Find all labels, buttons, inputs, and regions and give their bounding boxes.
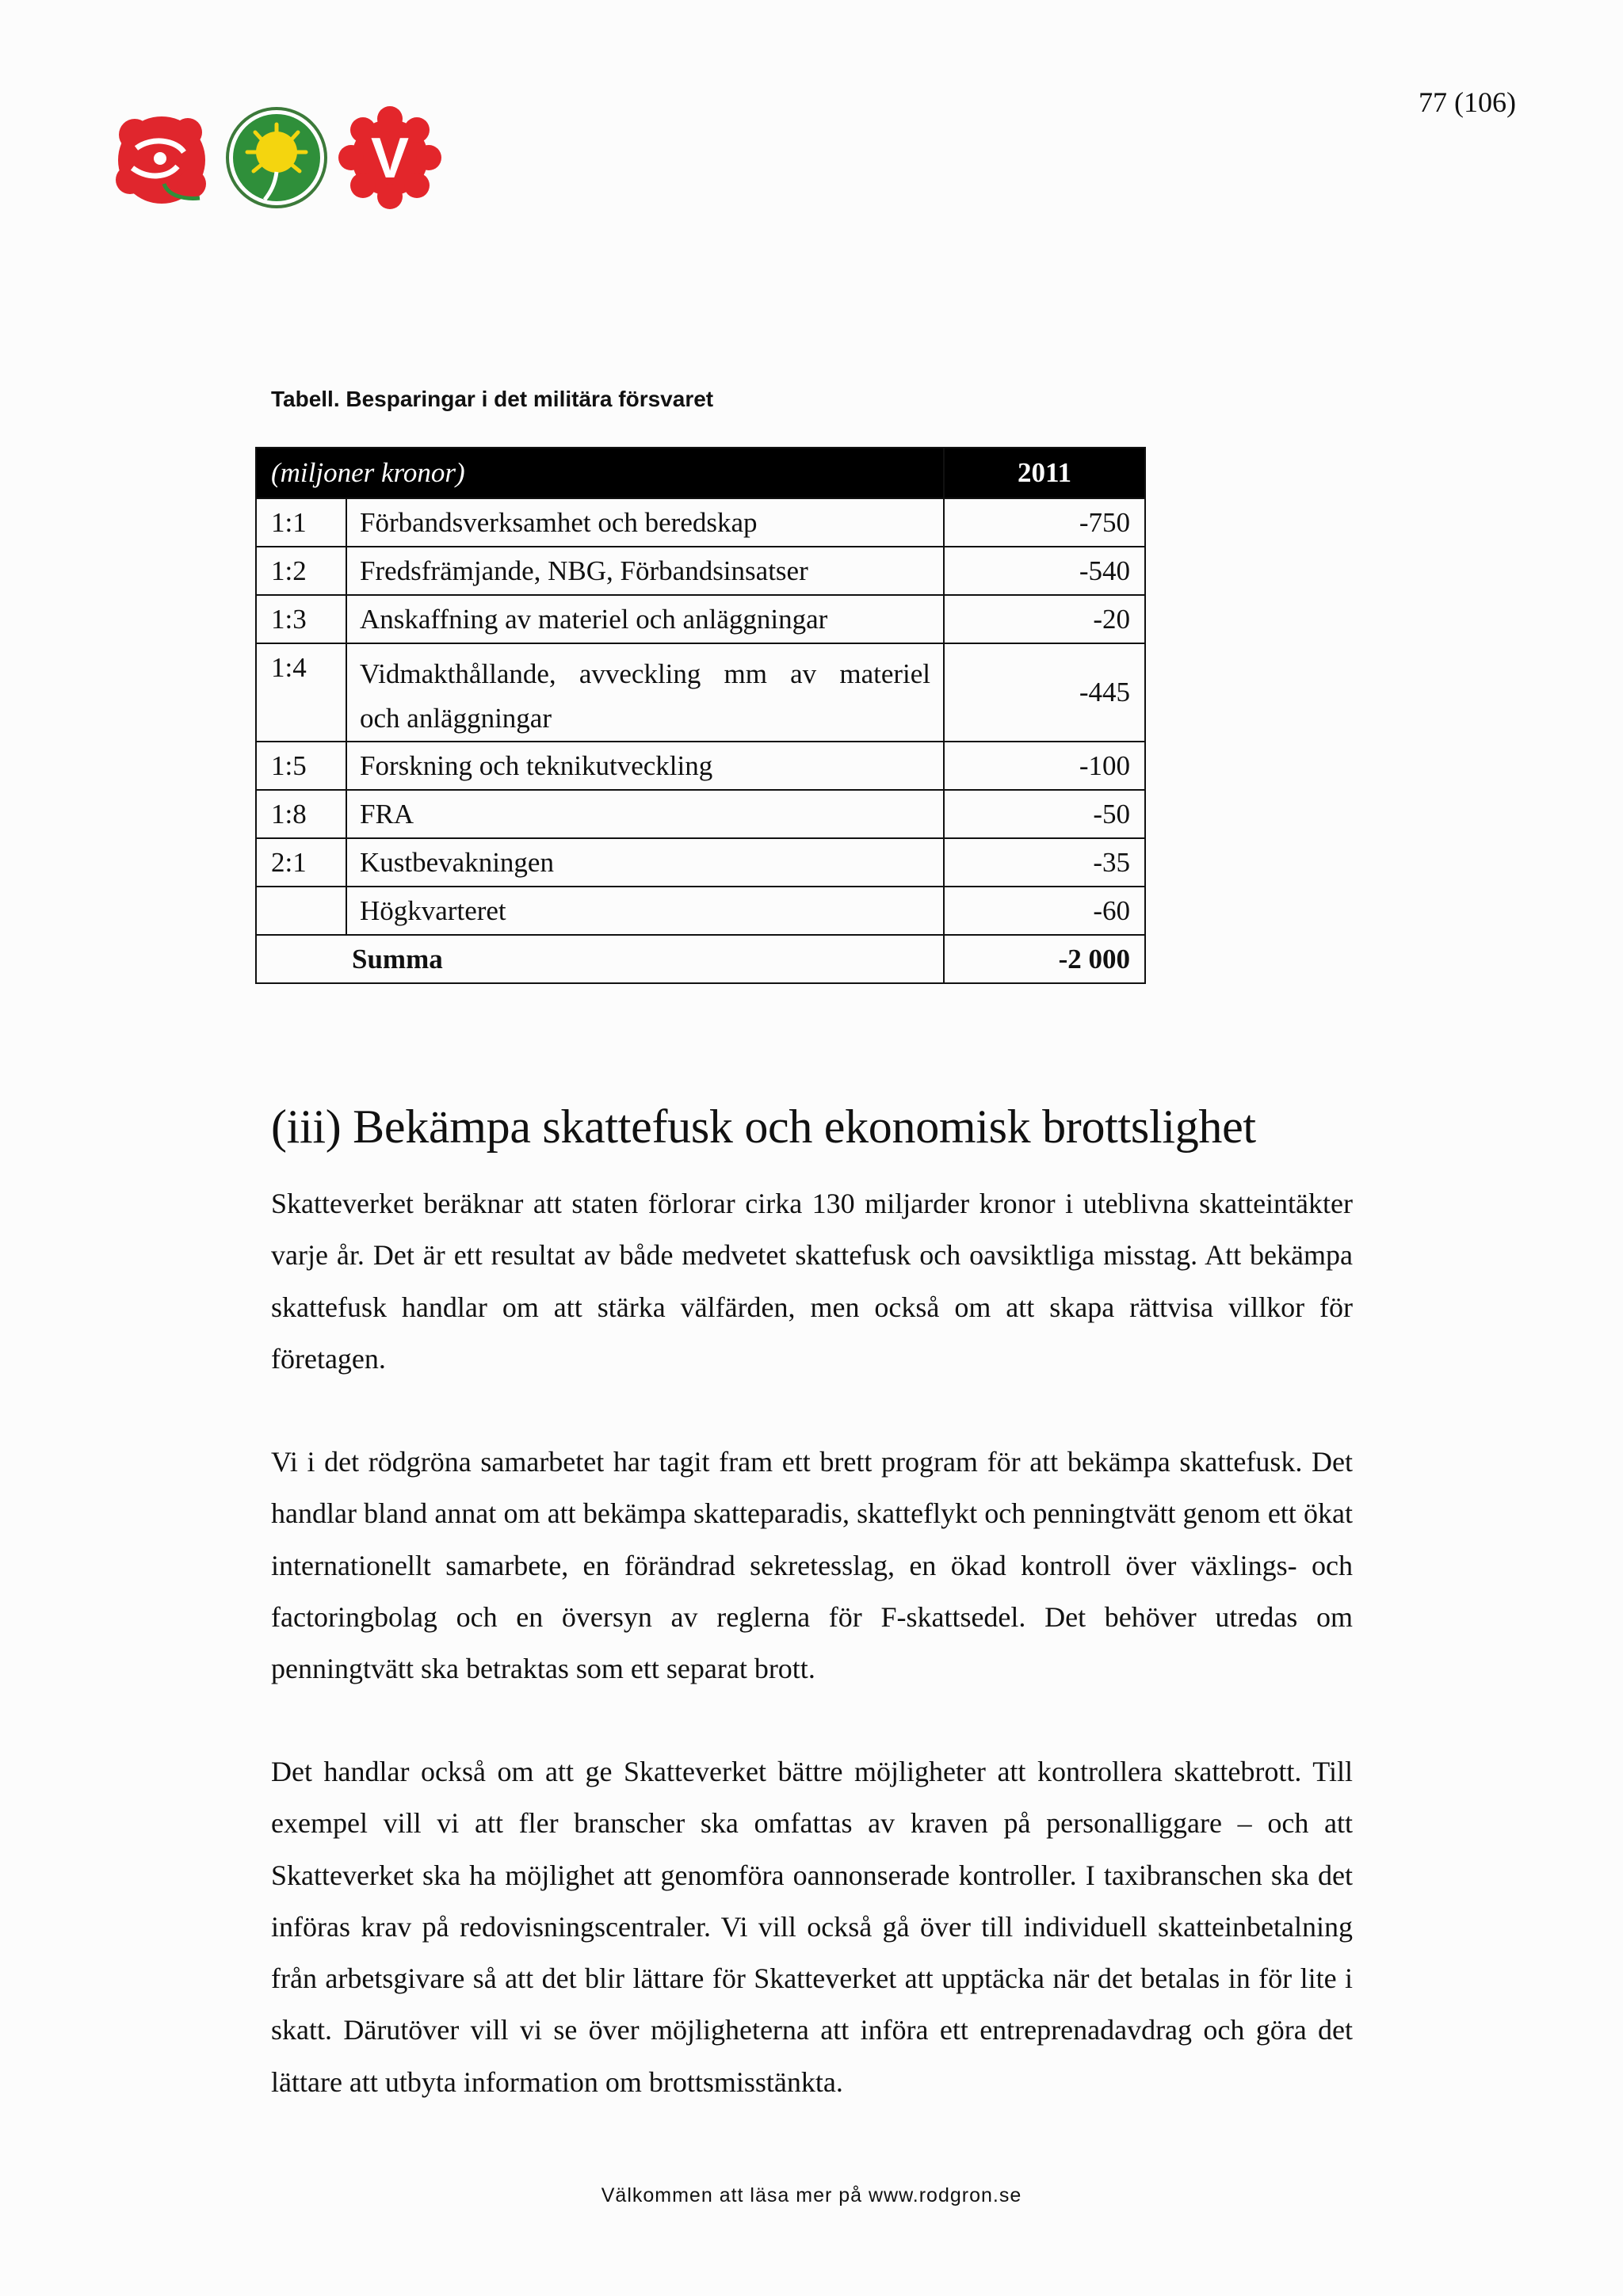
footer-text: Välkommen att läsa mer på www.rodgron.se (601, 2184, 1022, 2206)
socialdemokraterna-rose-logo (113, 105, 216, 212)
logo-letter: V (370, 127, 410, 190)
row-code: 1:2 (256, 547, 346, 595)
table-caption: Tabell. Besparingar i det militära försvaret (271, 387, 714, 411)
row-code (256, 887, 346, 935)
total-label: Summa (256, 935, 944, 983)
row-name: Fredsfrämjande, NBG, Förbandsinsatser (346, 547, 944, 595)
paragraph: Vi i det rödgröna samarbetet har tagit fram ett brett program för att bekämpa skattefusk. Det handlar bland annat om att bekämpa skatteparadis, skatteflykt och penningtvätt genom ett ökat internationellt samarbete, en förändrad sekretesslag, en ökad kontroll över växlings- och factoringbolag och en översyn av reglerna för F-skattsedel. Det behöver utredas om penningtvätt ska betraktas som ett separat brott. (271, 1446, 1353, 1685)
row-name: Förbandsverksamhet och beredskap (346, 498, 944, 547)
miljopartiet-dandelion-logo (223, 105, 330, 212)
table-row (256, 547, 1145, 595)
row-code: 1:3 (256, 595, 346, 643)
row-code: 1:1 (256, 498, 346, 547)
row-value: -50 (944, 790, 1145, 838)
table-row (256, 887, 1145, 935)
row-value: -750 (944, 498, 1145, 547)
table-row (256, 790, 1145, 838)
table-row (256, 595, 1145, 643)
row-name: Anskaffning av materiel och anläggningar (346, 595, 944, 643)
table-row (256, 838, 1145, 887)
party-logos (113, 105, 445, 212)
row-name-line: och anläggningar (360, 703, 552, 734)
row-value: -445 (944, 643, 1145, 742)
year-header: 2011 (944, 448, 1145, 498)
row-value: -60 (944, 887, 1145, 935)
row-code: 1:5 (256, 742, 346, 790)
row-name: Forskning och teknikutveckling (346, 742, 944, 790)
table-row (256, 742, 1145, 790)
row-name: Kustbevakningen (346, 838, 944, 887)
row-code: 1:8 (256, 790, 346, 838)
unit-header: (miljoner kronor) (256, 448, 944, 498)
table-row (256, 643, 1145, 742)
row-value: -20 (944, 595, 1145, 643)
table-row (256, 498, 1145, 547)
row-code: 1:4 (256, 643, 346, 742)
row-value: -540 (944, 547, 1145, 595)
savings-table (255, 447, 1146, 984)
section-heading: (iii) Bekämpa skattefusk och ekonomisk brottslighet (271, 1100, 1256, 1153)
table-header-row (256, 448, 1145, 498)
total-row (256, 935, 1145, 983)
row-name-line: Vidmakthållande, avveckling mm av materiel (360, 658, 930, 689)
row-value: -35 (944, 838, 1145, 887)
row-value: -100 (944, 742, 1145, 790)
page-number: 77 (106) (1419, 86, 1516, 118)
paragraph: Det handlar också om att ge Skatteverket bättre möjligheter att kontrollera skattebrott. Till exempel vill vi att fler branscher ska omfattas av kraven på personalliggare – och att Skatteverket ska ha möjlighet att genomföra oannonserade kontroller. I taxibranschen ska det införas krav på redovisningscentraler. Vi vill också gå över till individuell skatteinbetalning från arbetsgivare så att det blir lättare för Skatteverket att upptäcka när det betalas in för lite i skatt. Därutöver vill vi se över möjligheterna att införa ett entreprenadavdrag och göra det lättare att utbyta information om brottsmisstänkta. (271, 1756, 1353, 2098)
row-name: FRA (346, 790, 944, 838)
total-value: -2 000 (944, 935, 1145, 983)
vansterpartiet-v-logo (338, 105, 441, 212)
row-code: 2:1 (256, 838, 346, 887)
paragraph: Skatteverket beräknar att staten förlorar cirka 130 miljarder kronor i uteblivna skatteintäkter varje år. Det är ett resultat av både medvetet skattefusk och oavsiktliga misstag. Att bekämpa skattefusk handlar om att stärka välfärden, men också om att skapa rättvisa villkor för företagen. (271, 1188, 1353, 1375)
row-name: Högkvarteret (346, 887, 944, 935)
row-name (346, 643, 944, 742)
